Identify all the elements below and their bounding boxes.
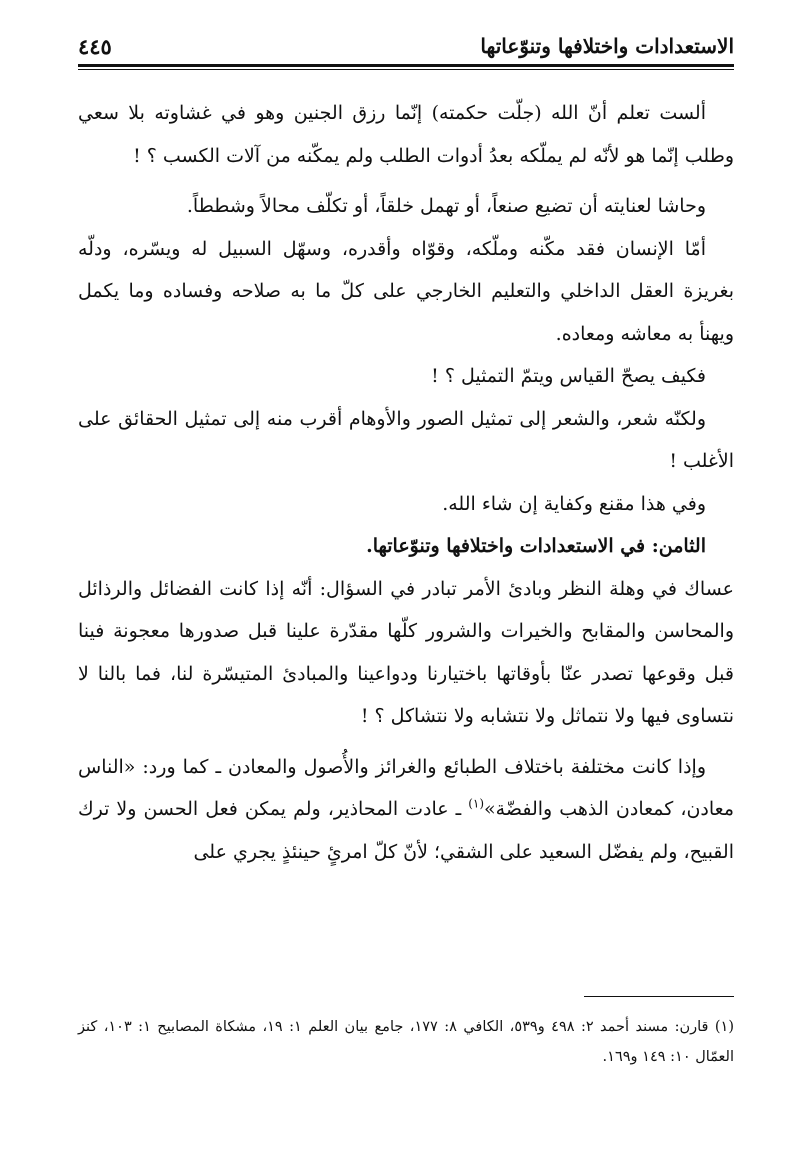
paragraph: أمّا الإنسان فقد مكّنه وملّكه، وقوّاه وأقدره، وسهّل السبيل له ويسّره، ودلّه بغريزة العقل الداخلي والتعليم الخارجي على كلّ ما به صلاحه وفساده وما يكمل ويهنأ به معاشه ومعاده. [78, 237, 734, 345]
section-heading: الثامن: في الاستعدادات واختلافها وتنوّعاتها. [366, 535, 706, 557]
paragraph: ألست تعلم أنّ الله (جلّت حكمته) إنّما رزق الجنين وهو في غشاوته بلا سعي وطلب إنّما هو لأنّه لم يملّكه بعدُ أدوات الطلب ولم يمكّنه من آلات الكسب ؟ ! [78, 102, 734, 167]
paragraph: فكيف يصحّ القياس ويتمّ التمثيل ؟ ! [431, 365, 706, 387]
paragraph-text: ـ عادت المحاذير، ولم يمكن فعل الحسن ولا ترك القبيح، ولم يفضّل السعيد على الشقي؛ لأنّ كلّ امرئٍ حينئذٍ يجري على [78, 798, 734, 863]
paragraph-with-note [78, 746, 734, 874]
footnote-separator [584, 996, 734, 997]
header-rule-thick [78, 64, 734, 67]
running-title: الاستعدادات واختلافها وتنوّعاتها [480, 34, 734, 58]
page-header [78, 34, 734, 64]
footnote-marker: (١) [468, 796, 485, 811]
footnotes [78, 1012, 734, 1072]
paragraph: وفي هذا مقنع وكفاية إن شاء الله. [442, 492, 706, 515]
paragraph-text: وإذا كانت مختلفة باختلاف الطبائع والغرائز والأُصول والمعادن ـ كما ورد: «الناس معادن، كمعادن الذهب والفضّة» [78, 755, 734, 820]
paragraph: ولكنّه شعر، والشعر إلى تمثيل الصور والأوهام أقرب منه إلى تمثيل الحقائق على الأغلب ! [78, 407, 734, 472]
footnote: (١) قارن: مسند أحمد ٢: ٤٩٨ و٥٣٩، الكافي ٨: ١٧٧، جامع بيان العلم ١: ١٩، مشكاة المصابيح ١: ١٠٣، كنز العمّال ١٠: ١٤٩ و١٦٩. [78, 1019, 735, 1065]
page-number: ٤٤٥ [78, 34, 112, 59]
paragraph: وحاشا لعنايته أن تضيع صنعاً، أو تهمل خلقاً، أو تكلّف محالاً وشططاً. [186, 195, 706, 217]
paragraph: عساك في وهلة النظر وبادئ الأمر تبادر في السؤال: أنّه إذا كانت الفضائل والرذائل والمحاسن والمقابح والخيرات والشرور كلّها مقدّرة علينا قبل صدورها معجونة فينا قبل وقوعها تصدر عنّا بأوقاتها باختيارنا ودواعينا والمبادئ المتيسّرة لنا، فما بالنا لا نتساوى فيها ولا نتماثل ولا نتشابه ولا نتشاكل ؟ ! [78, 577, 734, 727]
main-text [78, 92, 734, 873]
header-rule-thin [78, 69, 734, 70]
